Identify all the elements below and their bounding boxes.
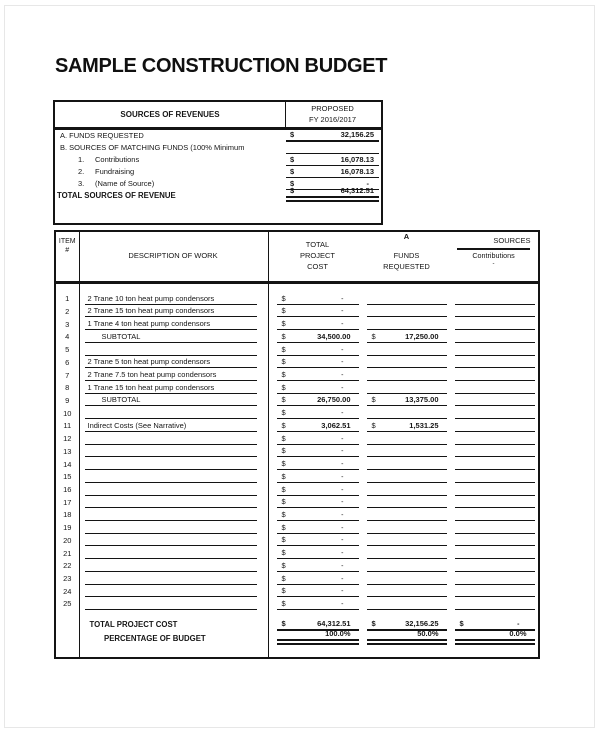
funds-requested-field [367,406,447,419]
item-number: 21 [63,548,72,558]
revenue-amount-field [286,166,379,178]
revenue-row-number: 1. [78,155,85,164]
total-cost-value: - [341,410,344,418]
funds-requested-field [367,457,447,470]
total-project-cost-field [277,292,359,305]
total-cost-value: 34,500.00 [317,331,351,341]
sources-contributions-field [455,356,535,369]
total-cost-percentage-value: 100.0% [325,628,351,638]
description-field [85,585,257,598]
revenue-amount-field [286,154,379,166]
sources-contributions-field [455,406,535,419]
budget-row [56,292,538,305]
budget-row [56,585,538,598]
total-cost-value: - [341,308,344,316]
revenue-row-label: (Name of Source) [95,179,155,188]
dollar-sign: $ [281,619,286,628]
dollar-sign: $ [281,420,286,430]
total-project-cost-header: TOTAL PROJECT COST [299,240,335,271]
dollar-sign: $ [281,344,286,354]
total-project-cost-field [277,597,359,610]
budget-row [56,394,538,407]
budget-row [56,457,538,470]
total-cost-value: - [341,359,344,367]
funds-requested-field [367,470,447,483]
sources-contributions-field [455,572,535,585]
funds-requested-value: 13,375.00 [405,395,439,405]
revenue-row [55,154,381,166]
percentage-of-budget-label: PERCENTAGE OF BUDGET [104,633,206,643]
dollar-sign: $ [281,306,286,316]
total-project-cost-field [277,317,359,330]
item-number: 22 [63,561,72,571]
funds-requested-field [367,483,447,496]
total-project-cost-label: TOTAL PROJECT COST [89,620,178,629]
total-project-cost-field [277,457,359,470]
description-field: 2 Trane 7.5 ton heat pump condensors [85,368,257,381]
revenues-header-proposed [285,103,380,125]
description-field [85,406,257,419]
description-field [85,597,257,610]
total-project-cost-field [277,585,359,598]
dollar-sign: $ [281,522,286,532]
revenue-amount-value: 16,078.13 [340,167,374,176]
funds-requested-field [367,394,447,407]
total-project-cost-field [277,521,359,534]
description-field: 2 Trane 10 ton heat pump condensors [85,292,257,305]
total-project-cost-field [277,432,359,445]
funds-requested-value: 1,531.25 [409,420,439,430]
description-field [85,343,257,356]
funds-requested-field [367,317,447,330]
dollar-sign: $ [281,446,286,456]
dollar-sign: $ [290,155,295,164]
description-field: 2 Trane 15 ton heat pump condensors [85,305,257,318]
total-cost-value: - [341,295,344,303]
total-cost-value: - [341,499,344,507]
revenues-table [53,100,383,225]
budget-row [56,368,538,381]
sources-contributions-field [455,305,535,318]
total-project-cost-field [277,572,359,585]
funds-requested-field [367,419,447,432]
revenue-amount-field [286,130,379,142]
budget-row [56,546,538,559]
dollar-sign: $ [281,331,286,341]
dollar-sign: $ [281,598,286,608]
dollar-sign: $ [281,459,286,469]
grand-total-sources-value: - [517,621,520,628]
dollar-sign: $ [290,179,295,188]
funds-requested-field [367,521,447,534]
dollar-sign: $ [290,167,295,176]
total-project-cost-field [277,559,359,572]
sources-contributions-field [455,432,535,445]
total-cost-value: - [341,435,344,443]
sources-contributions-field [455,496,535,509]
item-number: 3 [65,319,70,329]
funds-requested-field [367,534,447,547]
total-project-cost-field [277,368,359,381]
description-field [85,483,257,496]
funds-requested-field [367,432,447,445]
contributions-label: Contributions [472,251,515,260]
total-cost-value: - [341,511,344,519]
funds-requested-field [367,305,447,318]
total-cost-value: - [341,448,344,456]
proposed-label: PROPOSED [311,104,354,113]
dollar-sign: $ [281,357,286,367]
dollar-sign: $ [281,471,286,481]
sources-contributions-field [455,585,535,598]
funds-percentage-field [367,628,447,645]
sources-contributions-field [455,597,535,610]
contributions-dash: - [492,261,495,267]
dollar-sign: $ [371,420,376,430]
description-field: 1 Trane 4 ton heat pump condensors [85,317,257,330]
revenue-row [55,186,381,202]
item-number: 19 [63,523,72,533]
budget-row [56,406,538,419]
total-project-cost-field [277,356,359,369]
total-project-cost-field [277,419,359,432]
total-project-cost-field [277,305,359,318]
sources-contributions-field [455,534,535,547]
percentage-of-budget-row [56,628,538,645]
item-number: 10 [63,408,72,418]
sources-contributions-field [455,368,535,381]
funds-percentage-value: 50.0% [417,628,439,638]
description-field: 2 Trane 5 ton heat pump condensors [85,356,257,369]
revenue-amount-value: - [366,179,369,188]
item-number: 14 [63,459,72,469]
funds-requested-field [367,330,447,343]
sources-label: SOURCES [493,236,531,245]
total-project-cost-field [277,483,359,496]
budget-row [56,419,538,432]
budget-row [56,305,538,318]
budget-row [56,330,538,343]
dollar-sign: $ [371,619,376,628]
total-cost-value: - [341,384,344,392]
total-project-cost-field [277,496,359,509]
description-column-header: DESCRIPTION OF WORK [128,251,218,260]
dollar-sign: $ [281,370,286,380]
revenues-header-title: SOURCES OF REVENUES [120,110,220,119]
sources-contributions-field [455,317,535,330]
funds-requested-field [367,585,447,598]
sources-contributions-field [455,394,535,407]
funds-requested-value: 17,250.00 [405,331,439,341]
total-project-cost-field [277,534,359,547]
description-field [85,496,257,509]
funds-requested-field [367,559,447,572]
total-cost-value: - [341,550,344,558]
total-cost-value: 26,750.00 [317,395,351,405]
total-project-cost-field [277,343,359,356]
item-number: 12 [63,434,72,444]
sources-contributions-field [455,381,535,394]
item-number: 6 [65,357,70,367]
sources-contributions-field [455,546,535,559]
revenue-row [55,166,381,178]
funds-requested-field [367,356,447,369]
budget-row [56,597,538,610]
dollar-sign: $ [281,497,286,507]
total-project-cost-field [277,470,359,483]
sources-contributions-field [455,559,535,572]
total-project-cost-field [277,381,359,394]
budget-row [56,572,538,585]
revenues-table-header [55,102,381,130]
dollar-sign: $ [281,509,286,519]
total-cost-value: - [341,486,344,494]
fiscal-year-label: FY 2016/2017 [309,115,356,124]
description-field: SUBTOTAL [85,394,257,407]
dollar-sign: $ [281,319,286,329]
total-project-cost-field [277,406,359,419]
total-cost-value: - [341,562,344,570]
item-number: 23 [63,574,72,584]
total-cost-value: - [341,524,344,532]
dollar-sign: $ [281,382,286,392]
item-number: 15 [63,472,72,482]
dollar-sign: $ [281,484,286,494]
funds-requested-field [367,292,447,305]
sources-contributions-field [455,343,535,356]
revenue-row [55,142,381,154]
total-cost-value: - [341,588,344,596]
item-number: 25 [63,599,72,609]
budget-row [56,534,538,547]
item-number: 4 [65,332,70,342]
page-title: SAMPLE CONSTRUCTION BUDGET [55,55,388,77]
item-number: 16 [63,485,72,494]
budget-row [56,381,538,394]
budget-table [54,230,540,659]
dollar-sign: $ [281,395,286,405]
total-cost-percentage-field [277,628,359,645]
budget-row [56,483,538,496]
description-field: Indirect Costs (See Narrative) [85,419,257,432]
dollar-sign: $ [281,433,286,443]
sources-contributions-field [455,521,535,534]
budget-row [56,559,538,572]
total-project-cost-field [277,508,359,521]
budget-row [56,470,538,483]
item-number: 8 [65,383,70,393]
revenue-amount-field [286,186,379,202]
description-field [85,546,257,559]
item-number: 5 [65,345,70,355]
dollar-sign: $ [459,619,464,628]
revenue-amount-value: 16,078.13 [340,155,374,164]
revenues-rows [55,130,381,202]
sources-contributions-field [455,445,535,458]
dollar-sign: $ [281,293,286,303]
item-column-header: ITEM # [58,238,76,254]
item-number: 24 [63,586,72,596]
funds-requested-field [367,508,447,521]
item-number: 11 [63,421,72,431]
sources-contributions-field [455,419,535,432]
funds-requested-field [367,381,447,394]
description-field [85,508,257,521]
total-project-cost-field [277,546,359,559]
total-project-cost-field [277,330,359,343]
description-field [85,572,257,585]
item-number: 18 [63,510,72,520]
budget-row [56,521,538,534]
dollar-sign: $ [281,535,286,545]
funds-requested-field [367,572,447,585]
budget-row [56,432,538,445]
revenue-row [55,130,381,142]
budget-rows [56,284,538,610]
description-field: SUBTOTAL [85,330,257,343]
funds-requested-field [367,368,447,381]
total-project-cost-field [277,394,359,407]
dollar-sign: $ [281,586,286,596]
dollar-sign: $ [281,408,286,418]
revenue-row-number: 2. [78,167,85,176]
sources-column-header [455,236,535,267]
grand-total-cost-value: 64,312.51 [317,619,351,628]
item-number: 20 [63,535,72,545]
revenue-row-label: A. FUNDS REQUESTED [60,131,144,140]
sources-contributions-field [455,508,535,521]
total-cost-value: - [341,321,344,329]
sources-percentage-field [455,628,535,645]
revenue-row-label: TOTAL SOURCES OF REVENUE [57,191,176,200]
funds-requested-field [367,597,447,610]
item-number: 2 [65,306,70,316]
item-number: 1 [65,294,70,304]
total-cost-value: - [341,372,344,380]
sources-underline [457,248,530,250]
total-cost-value: - [341,575,344,583]
description-field [85,470,257,483]
funds-requested-header: FUNDS REQUESTED [383,251,430,271]
dollar-sign: $ [281,548,286,558]
revenue-row-label: Fundraising [95,167,135,176]
dollar-sign: $ [290,130,295,139]
description-field [85,559,257,572]
description-field [85,432,257,445]
sources-contributions-field [455,330,535,343]
total-cost-value: - [341,346,344,354]
revenue-amount-value: 64,312.51 [340,186,374,195]
funds-requested-field [367,445,447,458]
total-project-cost-field [277,445,359,458]
description-field [85,445,257,458]
item-number: 13 [63,446,72,456]
dollar-sign: $ [371,331,376,341]
funds-requested-field [367,496,447,509]
total-cost-value: 3,062.51 [321,420,351,430]
description-field [85,457,257,470]
sources-contributions-field [455,483,535,496]
sources-percentage-value: 0.0% [509,628,527,638]
item-number: 9 [65,395,70,405]
revenue-row-number: 3. [78,179,85,188]
revenue-row-label: B. SOURCES OF MATCHING FUNDS (100% Minimum [60,143,245,152]
revenue-row-label: Contributions [95,155,140,164]
total-cost-value: - [341,600,344,608]
description-field [85,521,257,534]
total-cost-value: - [341,461,344,469]
funds-requested-field [367,546,447,559]
revenue-amount-value: 32,156.25 [340,130,374,139]
column-a-label: A [403,232,410,241]
budget-row [56,356,538,369]
item-number: 17 [63,497,72,507]
budget-row [56,496,538,509]
budget-row [56,343,538,356]
dollar-sign: $ [281,560,286,570]
description-field: 1 Trane 15 ton heat pump condensors [85,381,257,394]
sources-contributions-field [455,457,535,470]
budget-row [56,317,538,330]
description-field [85,534,257,547]
grand-total-funds-value: 32,156.25 [405,619,439,628]
budget-row [56,508,538,521]
sources-contributions-field [455,470,535,483]
revenue-amount-field [286,142,379,154]
dollar-sign: $ [371,395,376,405]
dollar-sign: $ [281,573,286,583]
dollar-sign: $ [290,186,295,195]
revenue-amount-value [286,152,379,153]
item-number: 7 [65,370,70,380]
funds-requested-field [367,343,447,356]
total-cost-value: - [341,473,344,481]
total-cost-value: - [341,537,344,545]
budget-row [56,445,538,458]
sources-contributions-field [455,292,535,305]
